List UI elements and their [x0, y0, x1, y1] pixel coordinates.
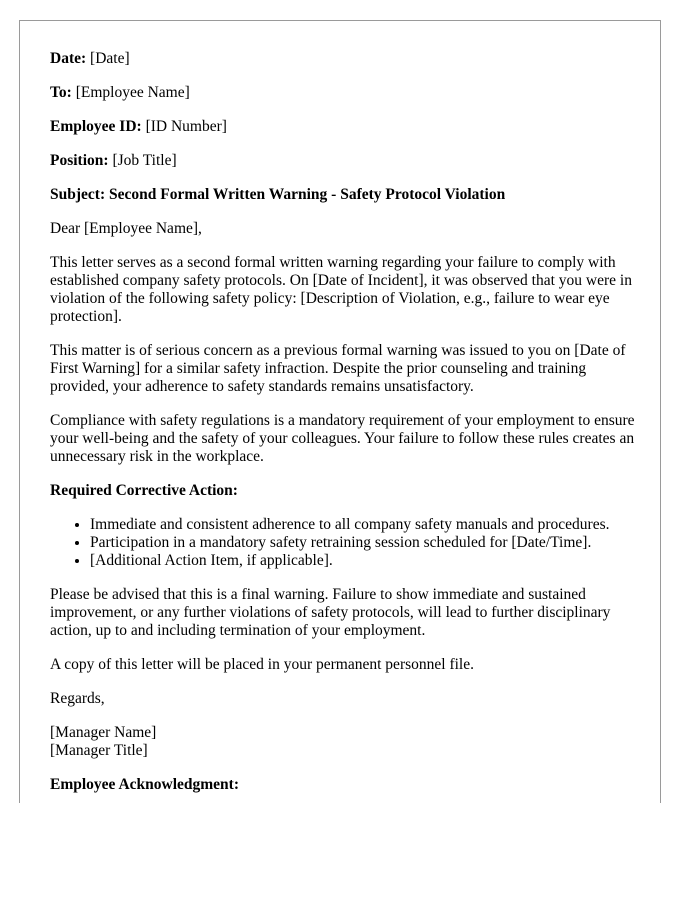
closing: Regards,: [50, 690, 105, 707]
position-value: [Job Title]: [112, 152, 177, 169]
letter-content: [50, 50, 640, 810]
to-value: [Employee Name]: [75, 84, 190, 101]
salutation: Dear [Employee Name],: [50, 220, 202, 237]
corrective-action-list: [50, 516, 640, 570]
to-label: To:: [50, 84, 72, 101]
date-line: [50, 50, 640, 68]
employee-id-value: [ID Number]: [145, 118, 227, 135]
position-label: Position:: [50, 152, 109, 169]
list-item: • Immediate and consistent adherence to all company safety manuals and procedures.: [90, 516, 640, 534]
date-label: Date:: [50, 50, 87, 67]
corrective-action-heading: Required Corrective Action:: [50, 482, 238, 499]
employee-id-label: Employee ID:: [50, 118, 142, 135]
letter-page: [19, 20, 661, 803]
manager-name: [Manager Name]: [50, 724, 157, 741]
subject-line: Subject: Second Formal Written Warning - Safety Protocol Violation: [50, 186, 506, 203]
date-value: [Date]: [90, 50, 130, 67]
signature-block: [50, 724, 640, 760]
to-line: [50, 84, 640, 102]
manager-title: [Manager Title]: [50, 742, 148, 759]
list-item: • Participation in a mandatory safety retraining session scheduled for [Date/Time].: [90, 534, 640, 552]
final-warning-paragraph: Please be advised that this is a final warning. Failure to show immediate and sustained improvement, or any further violations of safety protocols, will lead to further disciplinary action, up to and including termination of your employment.: [50, 586, 611, 639]
body-paragraph-1: This letter serves as a second formal written warning regarding your failure to comply with established company safety protocols. On [Date of Incident], it was observed that you were in violation of the following safety policy: [Description of Violation, e.g., failure to wear eye protection].: [50, 254, 632, 325]
list-item: • [Additional Action Item, if applicable].: [90, 552, 640, 570]
acknowledgment-heading: Employee Acknowledgment:: [50, 776, 240, 793]
employee-id-line: [50, 118, 640, 136]
body-paragraph-3: Compliance with safety regulations is a mandatory requirement of your employment to ensure your well-being and the safety of your colleagues. Your failure to follow these rules creates an unnecessary risk in the workplace.: [50, 412, 635, 465]
personnel-file-note: A copy of this letter will be placed in your permanent personnel file.: [50, 656, 474, 673]
body-paragraph-2: This matter is of serious concern as a previous formal warning was issued to you on [Date of First Warning] for a similar safety infraction. Despite the prior counseling and training provided, your adherence to safety standards remains unsatisfactory.: [50, 342, 626, 395]
position-line: [50, 152, 640, 170]
